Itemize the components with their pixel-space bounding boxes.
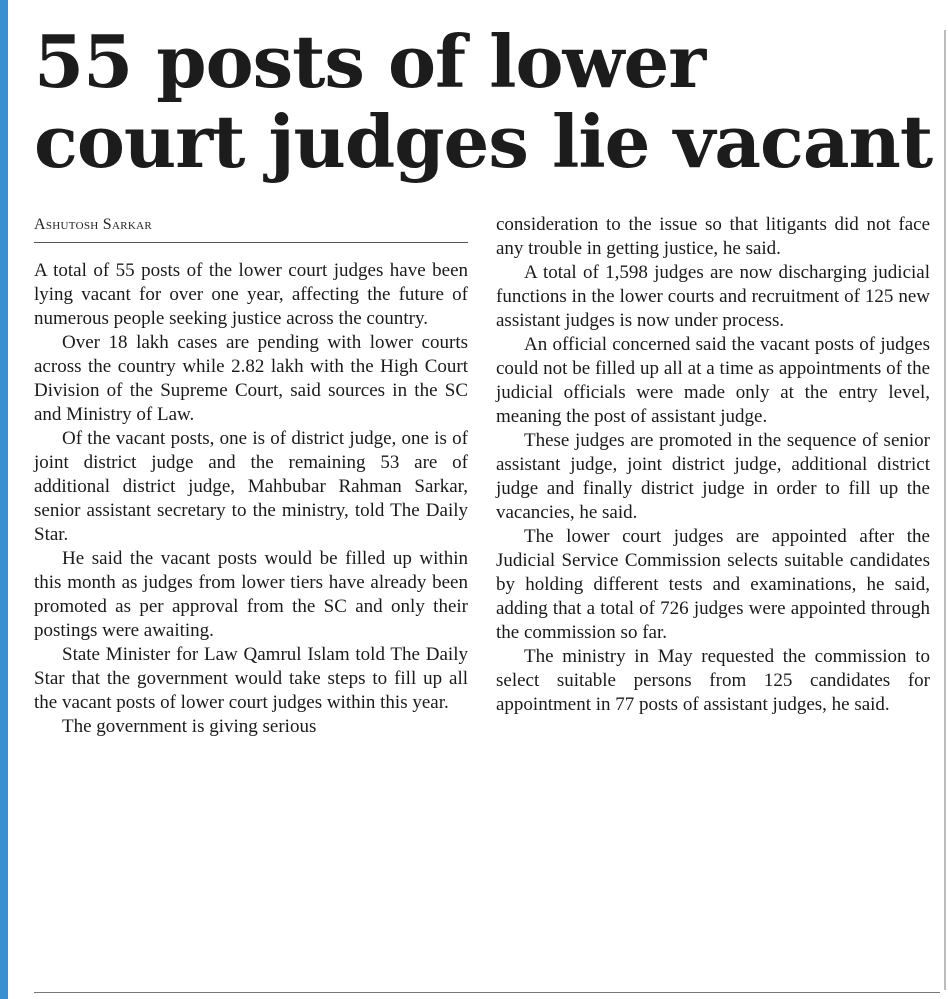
right-edge-rule [944, 30, 946, 990]
paragraph: The government is giving serious [62, 716, 317, 737]
article-column-right [496, 213, 930, 717]
paragraph: A total of 1,598 judges are now discharging judicial functions in the lower courts and recruitment of 125 new assistant judges is now under process. [496, 262, 930, 331]
paragraph: The ministry in May requested the commission to select suitable persons from 125 candidates for appointment in 77 posts of assistant judges, he said. [496, 646, 930, 715]
paragraph: A total of 55 posts of the lower court judges have been lying vacant for over one year, affecting the future of numerous people seeking justice across the country. [34, 260, 468, 329]
headline: 55 posts of lower court judges lie vacant [34, 19, 933, 184]
paragraph: State Minister for Law Qamrul Islam told The Daily Star that the government would take steps to fill up all the vacant posts of lower court judges within this year. [34, 644, 468, 713]
paragraph: These judges are promoted in the sequence of senior assistant judge, joint district judge, additional district judge and finally district judge in order to fill up the vacancies, he said. [496, 430, 930, 523]
paragraph: An official concerned said the vacant posts of judges could not be filled up all at a time as appointments of the judicial officials were made only at the entry level, meaning the post of assistant judge. [496, 334, 930, 427]
paragraph: consideration to the issue so that litigants did not face any trouble in getting justice, he said. [496, 214, 930, 259]
paragraph: Over 18 lakh cases are pending with lower courts across the country while 2.82 lakh with the High Court Division of the Supreme Court, said sources in the SC and Ministry of Law. [34, 332, 468, 425]
left-accent-rule [0, 0, 8, 999]
bottom-rule [34, 992, 940, 993]
paragraph: He said the vacant posts would be filled up within this month as judges from lower tiers have already been promoted as per approval from the SC and only their postings were awaiting. [34, 548, 468, 641]
byline: Ashutosh Sarkar [34, 216, 468, 243]
paragraph: The lower court judges are appointed after the Judicial Service Commission selects suitable candidates by holding different tests and examinations, he said, adding that a total of 726 judges were appointed through the commission so far. [496, 526, 930, 643]
paragraph: Of the vacant posts, one is of district judge, one is of joint district judge and the remaining 53 are of additional district judge, Mahbubar Rahman Sarkar, senior assistant secretary to the ministry, told The Daily Star. [34, 428, 468, 545]
article-column-left [34, 259, 468, 739]
